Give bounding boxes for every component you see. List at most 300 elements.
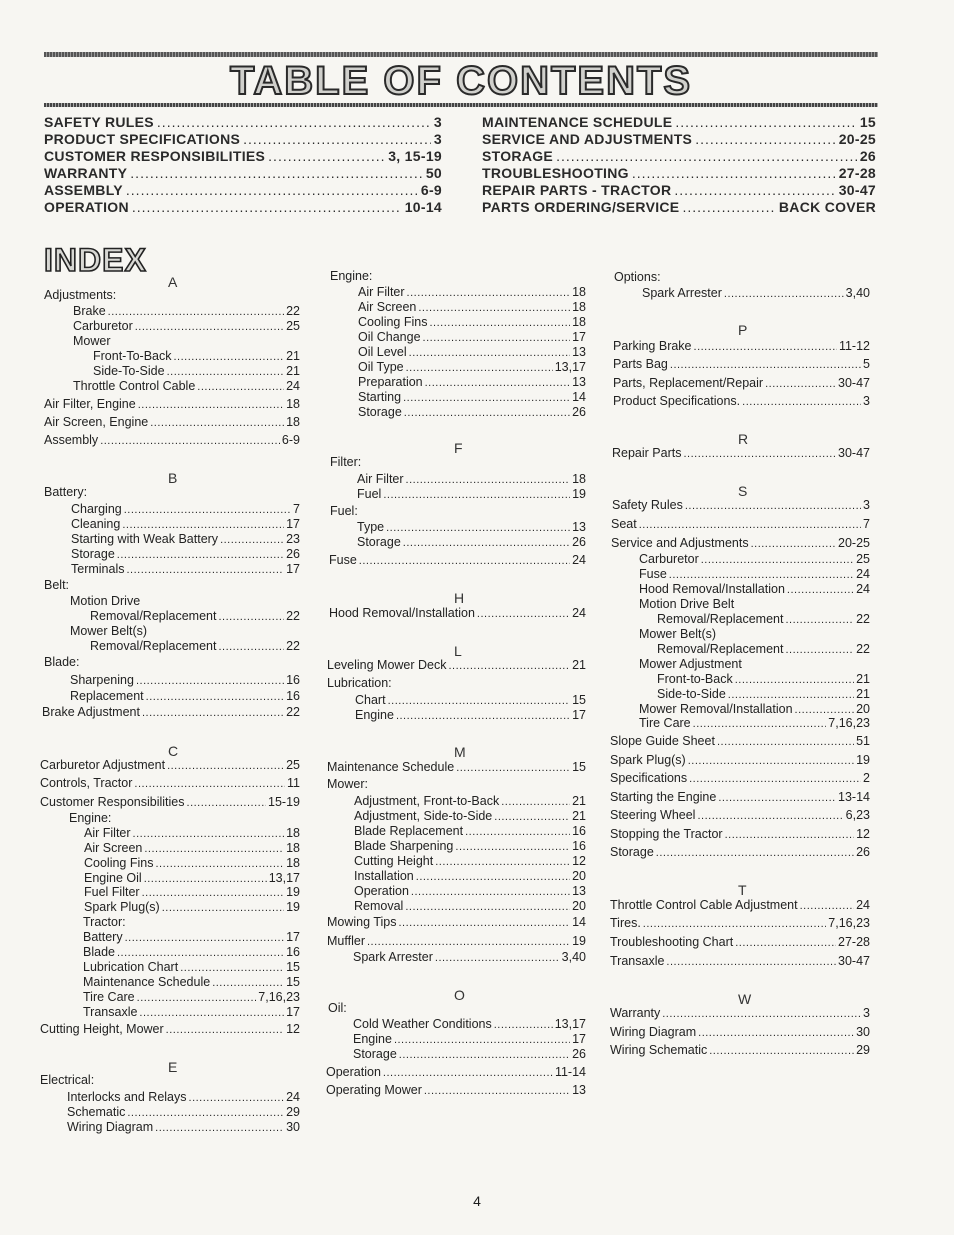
index-entry-label: Removal/Replacement [657, 612, 784, 626]
toc-entry-page: BACK COVER [778, 199, 876, 215]
index-entry-page: 13,17 [554, 1017, 586, 1031]
index-entry [353, 1046, 586, 1062]
index-entry-page: 24 [856, 567, 870, 581]
toc-entry-label: PARTS ORDERING/SERVICE [482, 199, 680, 215]
index-entry-label: Storage [357, 535, 401, 549]
index-entry-label: Tractor: [83, 915, 126, 929]
index-entry-label: Mower [73, 334, 111, 348]
index-entry-page: 24 [856, 582, 870, 596]
index-entry-label: Specifications [610, 771, 688, 785]
index-group-heading [330, 454, 586, 470]
index-entry-page: 5 [863, 357, 870, 371]
index-entry [354, 853, 586, 869]
index-entry-page: 27-28 [838, 935, 870, 949]
index-title: INDEX [44, 242, 147, 278]
index-entry-label: Wiring Diagram [610, 1025, 697, 1039]
index-entry-label: Parts Bag [613, 357, 668, 371]
index-entry [358, 299, 586, 315]
index-entry-label: Fuse [329, 553, 357, 567]
index-entry-label: Stopping the Tractor [610, 827, 723, 841]
index-entry [610, 789, 870, 805]
dot-leader [693, 716, 827, 732]
index-entry-page: 3 [863, 498, 870, 512]
dot-leader [150, 415, 284, 431]
index-entry-label: Operation [326, 1065, 381, 1079]
index-entry [90, 638, 300, 654]
index-group-heading [639, 626, 870, 642]
index-entry-label: Adjustment, Side-to-Side [354, 809, 493, 823]
index-entry-page: 22 [286, 639, 300, 653]
index-entry-page: 26 [572, 405, 586, 419]
index-entry-page: 19 [286, 885, 300, 899]
index-entry-page: 24 [572, 553, 586, 567]
index-entry-label: Air Screen, Engine [44, 415, 149, 429]
index-letter-heading: A [168, 274, 178, 290]
index-letter-heading: P [738, 322, 748, 338]
toc-entry-label: WARRANTY [44, 165, 128, 181]
index-entry-page: 18 [286, 415, 300, 429]
index-entry-page: 17 [572, 708, 586, 722]
toc-entry-page: 27-28 [838, 165, 876, 181]
index-entry [611, 535, 870, 551]
index-entry-label: Blade: [44, 655, 80, 669]
index-entry-label: Side-to-Side [657, 687, 726, 701]
index-entry-label: Cooling Fins [84, 856, 154, 870]
index-entry-page: 19 [286, 900, 300, 914]
dot-leader [689, 771, 861, 787]
index-entry-label: Muffler [327, 934, 365, 948]
index-entry [40, 775, 300, 791]
index-entry-page: 13 [572, 884, 586, 898]
index-entry-page: 16 [286, 673, 300, 687]
index-entry [354, 838, 586, 854]
index-entry-label: Removal [354, 899, 404, 913]
index-group-heading [70, 593, 300, 609]
dot-leader [399, 1047, 570, 1063]
dot-leader [405, 899, 570, 915]
dot-leader [197, 379, 284, 395]
index-entry-page: 20 [856, 702, 870, 716]
index-entry-label: Leveling Mower Deck [327, 658, 447, 672]
dot-leader [742, 394, 861, 410]
index-entry-label: Mower Belt(s) [70, 624, 148, 638]
index-entry-label: Mower: [327, 777, 368, 791]
index-entry [84, 825, 300, 841]
dot-leader [155, 1120, 284, 1136]
index-entry-label: Mower Belt(s) [639, 627, 717, 641]
index-entry-page: 13 [572, 375, 586, 389]
index-entry [93, 363, 300, 379]
index-entry-page: 2 [863, 771, 870, 785]
index-entry [354, 808, 586, 824]
index-entry [358, 329, 586, 345]
index-entry [610, 934, 870, 950]
index-entry [44, 414, 300, 430]
dot-leader [359, 553, 570, 569]
index-entry-label: Blade [83, 945, 115, 959]
index-entry [329, 552, 586, 568]
index-entry [657, 671, 870, 687]
dot-leader [800, 898, 855, 914]
index-entry-page: 16 [286, 689, 300, 703]
index-entry-page: 12 [286, 1022, 300, 1036]
index-entry-label: Hood Removal/Installation [639, 582, 785, 596]
index-entry-label: Carburetor [639, 552, 699, 566]
index-letter-heading: F [454, 440, 463, 456]
index-entry-label: Lubrication: [327, 676, 392, 690]
index-entry [83, 1004, 300, 1020]
index-entry [610, 1024, 870, 1040]
index-entry-label: Front-To-Back [93, 349, 172, 363]
index-entry-label: Air Filter [84, 826, 131, 840]
index-entry-label: Assembly [44, 433, 99, 447]
dot-leader [662, 1006, 861, 1022]
index-entry-page: 21 [286, 349, 300, 363]
index-entry [642, 285, 870, 301]
index-entry [358, 344, 586, 360]
index-entry-label: Transaxle [83, 1005, 138, 1019]
index-entry [73, 378, 300, 394]
index-entry-label: Oil Type [358, 360, 404, 374]
index-entry [40, 1021, 300, 1037]
index-group-heading [614, 269, 870, 285]
index-entry-page: 15 [572, 693, 586, 707]
index-entry-label: Repair Parts [612, 446, 682, 460]
index-entry-page: 19 [572, 934, 586, 948]
toc-entry-page: 15 [859, 114, 876, 130]
index-entry [326, 1064, 586, 1080]
index-entry [355, 707, 586, 723]
index-entry [40, 757, 300, 773]
index-group-heading [73, 333, 300, 349]
index-entry-page: 18 [572, 300, 586, 314]
index-entry-page: 21 [572, 809, 586, 823]
index-entry [84, 899, 300, 915]
dot-leader [688, 753, 854, 769]
index-entry-page: 26 [572, 535, 586, 549]
dot-leader [367, 934, 570, 950]
index-entry-label: Sharpening [70, 673, 134, 687]
index-entry [639, 551, 870, 567]
index-entry-label: Cold Weather Conditions [353, 1017, 492, 1031]
index-group-heading [83, 914, 300, 930]
index-entry [327, 914, 586, 930]
dot-leader [725, 827, 855, 843]
toc-entry-page: 26 [859, 148, 876, 164]
index-entry-page: 7,16,23 [828, 716, 870, 730]
index-entry-label: Spark Arrester [353, 950, 433, 964]
index-entry [93, 348, 300, 364]
index-entry [354, 868, 586, 884]
index-entry-page: 21 [856, 672, 870, 686]
dot-leader [698, 1025, 854, 1041]
index-group-heading [44, 484, 300, 500]
dot-leader [724, 286, 844, 302]
dot-leader [396, 708, 570, 724]
toc-entry-page: 20-25 [838, 131, 876, 147]
index-entry [67, 1119, 300, 1135]
index-entry-page: 24 [286, 1090, 300, 1104]
index-entry [657, 686, 870, 702]
index-entry-label: Oil Change [358, 330, 421, 344]
index-entry [83, 944, 300, 960]
index-entry-label: Brake [73, 304, 106, 318]
index-entry-label: Air Screen [358, 300, 417, 314]
index-entry-page: 18 [572, 472, 586, 486]
index-entry [358, 389, 586, 405]
index-entry-page: 21 [856, 687, 870, 701]
dot-leader [127, 562, 285, 578]
dot-leader [697, 808, 843, 824]
index-group-heading [639, 596, 870, 612]
index-entry-label: Storage [610, 845, 654, 859]
toc-entry-label: MAINTENANCE SCHEDULE [482, 114, 673, 130]
index-entry [40, 794, 300, 810]
index-entry [613, 375, 870, 391]
index-entry [327, 759, 586, 775]
index-entry-page: 12 [572, 854, 586, 868]
index-entry-label: Wiring Diagram [67, 1120, 154, 1134]
index-entry-page: 26 [572, 1047, 586, 1061]
index-entry-page: 22 [856, 612, 870, 626]
index-entry-label: Steering Wheel [610, 808, 696, 822]
index-entry-page: 22 [286, 304, 300, 318]
toc-entry-label: SERVICE AND ADJUSTMENTS [482, 131, 693, 147]
index-entry-label: Options: [614, 270, 661, 284]
index-group-heading [327, 675, 586, 691]
index-entry-label: Controls, Tractor [40, 776, 133, 790]
index-entry-page: 18 [572, 315, 586, 329]
index-entry-label: Blade Sharpening [354, 839, 454, 853]
index-entry [610, 1005, 870, 1021]
index-entry-label: Operation [354, 884, 409, 898]
toc-entry-page: 30-47 [838, 182, 876, 198]
index-entry [657, 611, 870, 627]
index-entry-page: 7,16,23 [828, 916, 870, 930]
dot-leader [643, 916, 826, 932]
toc-entry-label: OPERATION [44, 199, 129, 215]
index-entry-label: Installation [354, 869, 414, 883]
dot-leader [398, 915, 570, 931]
index-entry [73, 303, 300, 319]
index-entry [354, 883, 586, 899]
dot-leader [477, 606, 570, 622]
index-entry-label: Interlocks and Relays [67, 1090, 187, 1104]
index-entry-page: 20 [572, 899, 586, 913]
dot-leader [218, 639, 284, 655]
index-entry-label: Air Filter [357, 472, 404, 486]
index-entry-page: 12 [856, 827, 870, 841]
index-entry-page: 24 [856, 898, 870, 912]
index-entry [71, 561, 300, 577]
index-entry [639, 715, 870, 731]
index-entry-page: 11-14 [554, 1065, 586, 1079]
index-entry [329, 605, 586, 621]
index-entry-label: Removal/Replacement [657, 642, 784, 656]
index-group-heading [327, 776, 586, 792]
index-entry-page: 18 [286, 841, 300, 855]
dot-leader [139, 1005, 284, 1021]
index-entry-page: 17 [286, 562, 300, 576]
dot-leader [656, 845, 854, 861]
index-entry [610, 915, 870, 931]
dot-leader [167, 758, 284, 774]
index-letter-heading: L [454, 643, 462, 659]
index-entry-label: Oil Level [358, 345, 407, 359]
index-entry-label: Hood Removal/Installation [329, 606, 475, 620]
dot-leader [136, 673, 284, 689]
index-entry [657, 641, 870, 657]
index-entry-page: 25 [856, 552, 870, 566]
index-entry-label: Lubrication Chart [83, 960, 179, 974]
index-entry-page: 3 [863, 394, 870, 408]
dot-leader [751, 536, 836, 552]
index-entry [71, 516, 300, 532]
index-letter-heading: M [454, 744, 466, 760]
index-entry [610, 826, 870, 842]
index-letter-heading: T [738, 882, 747, 898]
dot-leader [383, 1065, 553, 1081]
index-entry-page: 14 [572, 915, 586, 929]
dot-leader [435, 950, 560, 966]
index-entry-label: Fuel [357, 487, 382, 501]
index-entry-label: Parts, Replacement/Repair [613, 376, 764, 390]
index-entry-label: Air Screen [84, 841, 143, 855]
toc-entry-page: 3 [433, 131, 442, 147]
index-entry-label: Side-To-Side [93, 364, 165, 378]
index-entry-label: Type [357, 520, 385, 534]
index-letter-heading: H [454, 590, 465, 606]
index-entry-label: Fuel Filter [84, 885, 140, 899]
index-entry [67, 1089, 300, 1105]
dot-leader [456, 760, 570, 776]
index-entry [613, 356, 870, 372]
index-letter-heading: E [168, 1059, 178, 1075]
index-entry-label: Cleaning [71, 517, 121, 531]
dot-leader [709, 1043, 854, 1059]
index-entry [353, 949, 586, 965]
index-entry-label: Spark Plug(s) [610, 753, 686, 767]
index-entry-label: Terminals [71, 562, 125, 576]
index-entry-label: Tire Care [83, 990, 135, 1004]
index-entry-page: 30 [286, 1120, 300, 1134]
index-entry-label: Engine [355, 708, 394, 722]
index-entry-label: Removal/Replacement [90, 609, 217, 623]
index-entry-page: 22 [286, 609, 300, 623]
index-entry-page: 14 [572, 390, 586, 404]
index-entry-label: Storage [71, 547, 115, 561]
index-entry [83, 989, 300, 1005]
index-entry-label: Motion Drive [70, 594, 141, 608]
index-entry [67, 1104, 300, 1120]
index-entry-label: Mowing Tips [327, 915, 397, 929]
index-entry-page: 7 [293, 502, 300, 516]
index-entry [612, 497, 870, 513]
index-entry [358, 359, 586, 375]
toc-entry-label: CUSTOMER RESPONSIBILITIES [44, 148, 266, 164]
index-entry-label: Adjustment, Front-to-Back [354, 794, 500, 808]
toc-entry-page: 50 [425, 165, 442, 181]
index-entry-page: 6,23 [845, 808, 870, 822]
index-entry [358, 374, 586, 390]
index-entry-label: Spark Plug(s) [84, 900, 160, 914]
index-entry-page: 30-47 [838, 446, 870, 460]
index-entry-page: 13 [572, 520, 586, 534]
index-entry-page: 26 [856, 845, 870, 859]
index-entry-page: 18 [286, 856, 300, 870]
index-entry-label: Filter: [330, 455, 362, 469]
index-entry [610, 752, 870, 768]
dot-leader [166, 1022, 284, 1038]
toc-entry-page: 10-14 [404, 199, 442, 215]
index-entry-label: Starting the Engine [610, 790, 717, 804]
dot-leader [403, 535, 570, 551]
index-entry [610, 953, 870, 969]
index-entry [70, 688, 300, 704]
index-entry-page: 17 [286, 517, 300, 531]
index-entry-page: 13 [572, 345, 586, 359]
index-entry [355, 692, 586, 708]
index-entry-label: Air Filter [358, 285, 405, 299]
dot-leader [187, 795, 267, 811]
index-entry-page: 6-9 [281, 433, 300, 447]
index-entry-page: 15-19 [268, 795, 300, 809]
index-entry-page: 20 [572, 869, 586, 883]
index-entry-page: 13,17 [268, 871, 300, 885]
index-entry-label: Battery [83, 930, 123, 944]
index-entry-label: Tires. [610, 916, 641, 930]
index-entry-label: Cutting Height, Mower [40, 1022, 164, 1036]
toc-entry-page: 3 [433, 114, 442, 130]
index-letter-heading: B [168, 470, 178, 486]
index-column-3 [610, 0, 870, 1180]
index-entry [84, 840, 300, 856]
index-entry-page: 13 [572, 1083, 586, 1097]
index-entry [639, 566, 870, 582]
index-entry [83, 974, 300, 990]
index-entry-page: 16 [572, 839, 586, 853]
toc-entry-label: ASSEMBLY [44, 182, 123, 198]
index-group-heading [330, 268, 586, 284]
index-entry-label: Wiring Schematic [610, 1043, 708, 1057]
index-entry [71, 531, 300, 547]
index-entry-label: Chart [355, 693, 386, 707]
index-entry [639, 581, 870, 597]
dot-leader [404, 405, 570, 421]
index-entry [44, 396, 300, 412]
index-group-heading [44, 287, 300, 303]
index-entry [354, 793, 586, 809]
index-entry-page: 18 [286, 397, 300, 411]
index-entry-label: Mower Removal/Installation [639, 702, 793, 716]
index-letter-heading: C [168, 743, 179, 759]
index-entry-page: 20-25 [838, 536, 870, 550]
index-entry-label: Mower Adjustment [639, 657, 742, 671]
dot-leader [449, 658, 571, 674]
index-entry-page: 19 [572, 487, 586, 501]
dot-leader [717, 734, 854, 750]
index-letter-heading: O [454, 987, 465, 1003]
index-entry-label: Product Specifications. [613, 394, 741, 408]
dot-leader [134, 776, 285, 792]
dot-leader [685, 498, 861, 514]
dot-leader [142, 705, 284, 721]
index-entry [610, 844, 870, 860]
index-entry [610, 733, 870, 749]
index-entry-page: 13-14 [838, 790, 870, 804]
index-group-heading [44, 577, 300, 593]
index-group-heading [69, 810, 300, 826]
